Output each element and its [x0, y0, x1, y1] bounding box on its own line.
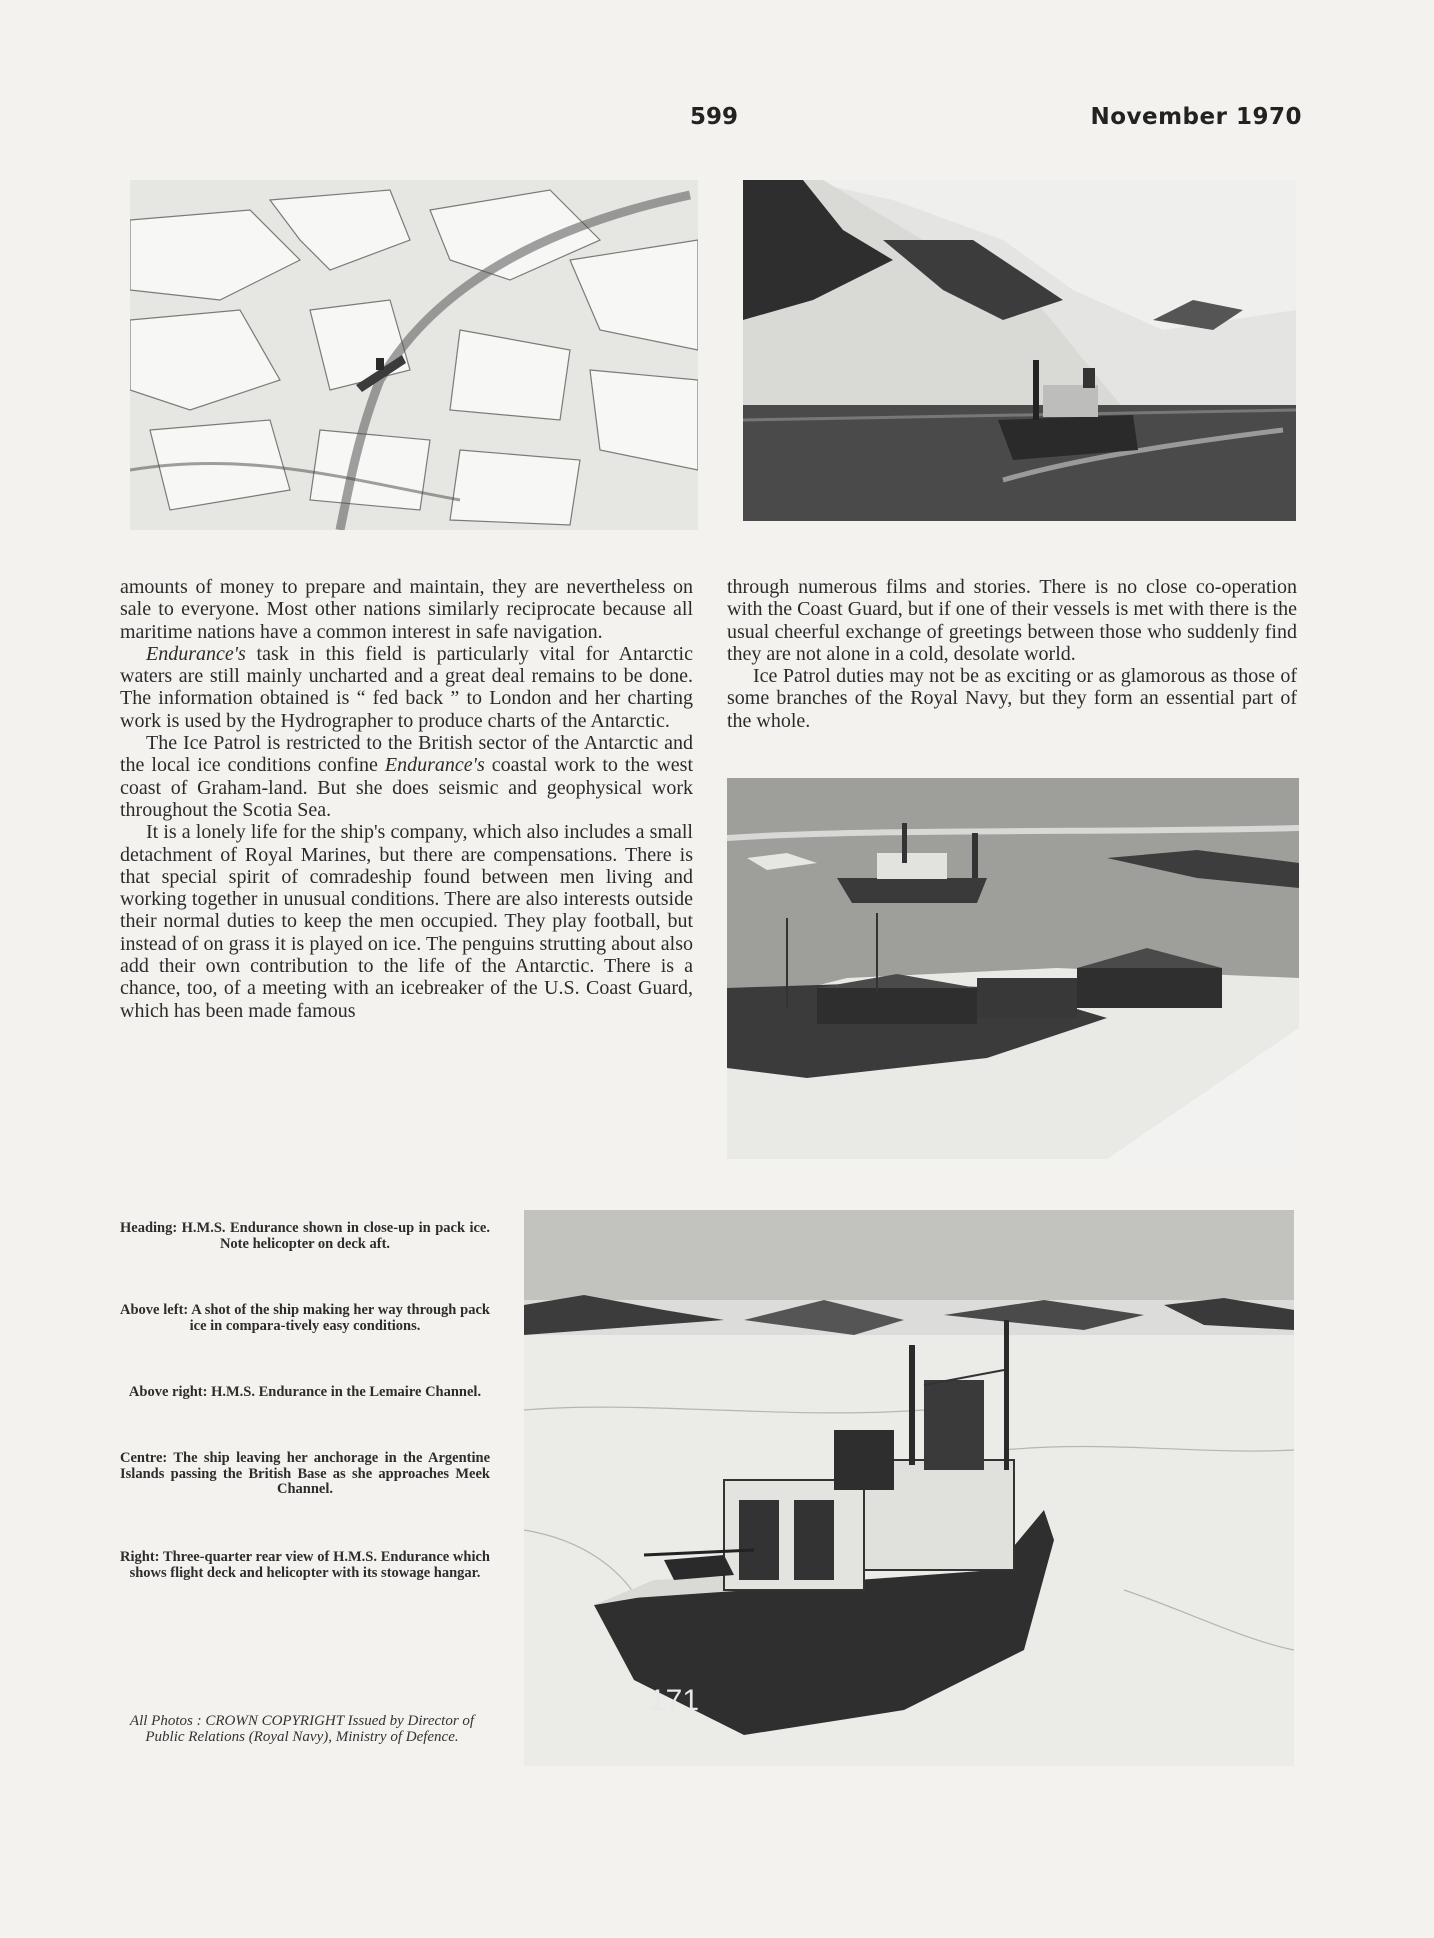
photo-credit: All Photos : CROWN COPYRIGHT Issued by Director of Public Relations (Royal Navy), Ministry of Defence.	[129, 1713, 475, 1745]
hull-number: 171	[649, 1684, 700, 1717]
caption-above-left: Above left: A shot of the ship making her way through pack ice in compara-tively easy conditions.	[120, 1302, 490, 1334]
caption-centre: Centre: The ship leaving her anchorage in the Argentine Islands passing the British Base as she approaches Meek Channel.	[120, 1450, 490, 1497]
right-text-column	[727, 576, 1297, 732]
paragraph: Ice Patrol duties may not be as exciting or as glamorous as those of some branches of the Royal Navy, but they form an essential part of the whole.	[727, 665, 1297, 732]
paragraph: through numerous films and stories. There is no close co-operation with the Coast Guard, but if one of their vessels is met with there is the usual cheerful exchange of greetings between those who suddenly find they are not alone in a cold, desolate world.	[727, 576, 1297, 665]
photo-lemaire-channel	[743, 180, 1296, 521]
page-number: 599	[690, 104, 739, 130]
paragraph: The Ice Patrol is restricted to the British sector of the Antarctic and the local ice conditions confine Endurance's coastal work to the west coast of Graham-land. But she does seismic and geophysical work throughout the Scotia Sea.	[120, 732, 694, 821]
left-text-column	[120, 576, 693, 1022]
paragraph: It is a lonely life for the ship's company, which also includes a small detachment of Royal Marines, but there are compensations. There is that special spirit of comradeship found between men living and working together in unusual conditions. There are also interests outside their normal duties to keep the men occupied. They play football, but instead of on grass it is played on ice. The penguins strutting about also add their own contribution to the life of the Antarctic. There is a chance, too, of a meeting with an icebreaker of the U.S. Coast Guard, which has been made famous	[120, 821, 693, 1022]
photo-rear-view	[524, 1210, 1294, 1766]
caption-right: Right: Three-quarter rear view of H.M.S. Endurance which shows flight deck and helicopter with its stowage hangar.	[120, 1549, 490, 1581]
paragraph: amounts of money to prepare and maintain, they are nevertheless on sale to everyone. Most other nations similarly reciprocate because all maritime nations have a common interest in safe navigation.	[120, 576, 693, 643]
caption-above-right: Above right: H.M.S. Endurance in the Lemaire Channel.	[128, 1384, 482, 1400]
caption-heading: Heading: H.M.S. Endurance shown in close-up in pack ice. Note helicopter on deck aft.	[120, 1220, 490, 1252]
ship-name: Endurance's	[384, 754, 485, 777]
ship-name: Endurance's	[146, 642, 246, 665]
issue-date: November 1970	[1090, 104, 1302, 130]
paragraph: Endurance's task in this field is particularly vital for Antarctic waters are still mainly uncharted and a great deal remains to be done. The information obtained is “ fed back ” to London and her charting work is used by the Hydrographer to produce charts of the Antarctic.	[120, 642, 693, 732]
photo-british-base	[727, 778, 1299, 1159]
photo-pack-ice	[130, 180, 698, 530]
